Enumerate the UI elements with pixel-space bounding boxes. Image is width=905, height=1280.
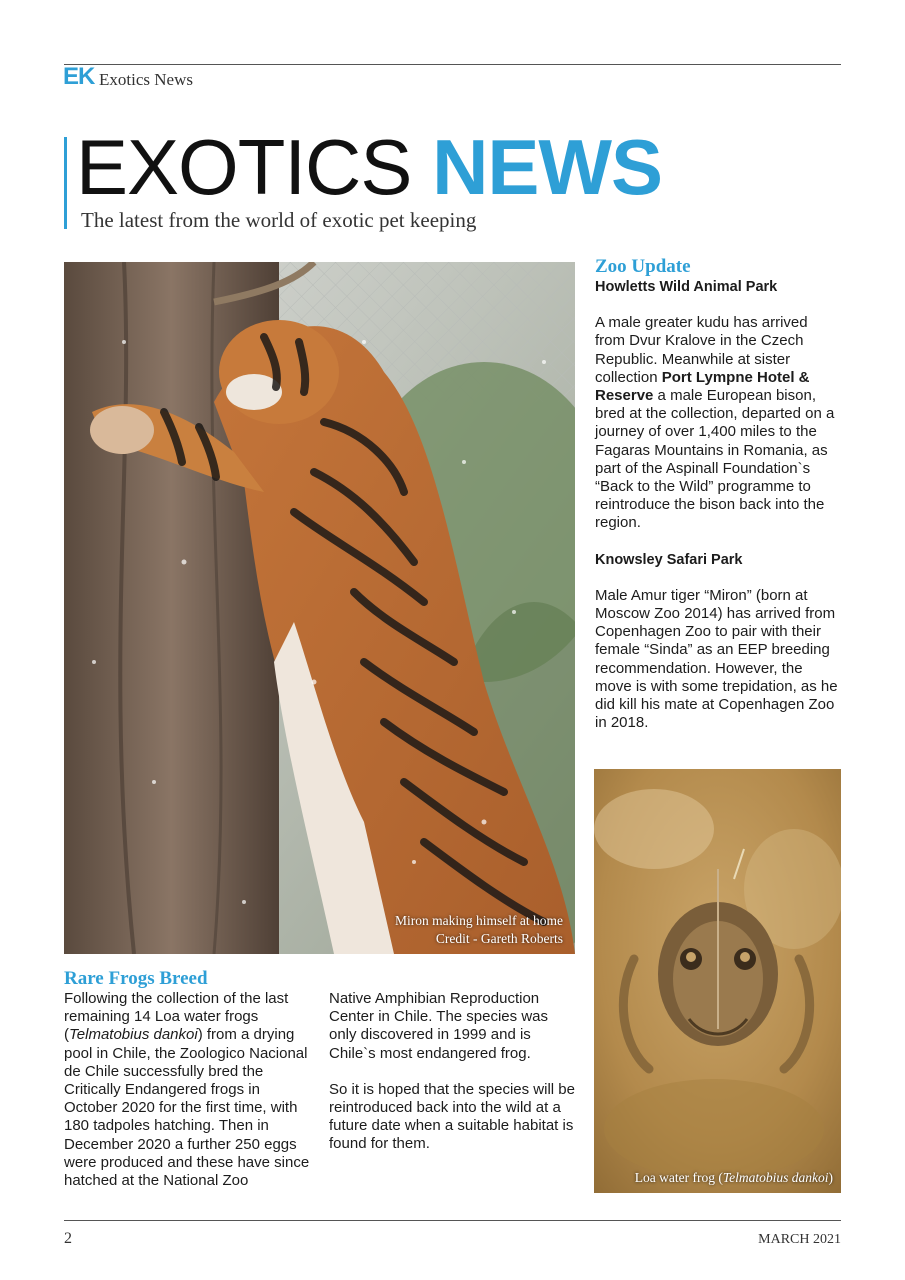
howletts-text-2: a male European bison, bred at the collection, departed on a journey of over 1,400 miles to the Fagaras Mountains in Romania, as part of the Aspinall Foundation`s “Back to the Wild” programme to reintroduce the bison back into the region. <box>595 387 835 532</box>
page-subtitle: The latest from the world of exotic pet keeping <box>81 208 477 232</box>
frog-photo <box>594 769 841 1193</box>
issue-date: MARCH 2021 <box>758 1232 841 1247</box>
tiger-caption-credit: Credit - Gareth Roberts <box>435 931 563 946</box>
port-lympne-bold: Port Lympne Hotel & Reserve <box>595 368 810 405</box>
title-accent-bar <box>64 137 67 229</box>
ek-logo: EK <box>63 63 95 90</box>
frog-caption-prefix: Loa water frog ( <box>634 1170 723 1185</box>
tiger-photo <box>64 262 575 954</box>
frogs-paragraph-3: So it is hoped that the species will be reintroduced back into the wild at a future date when a suitable habitat is found for them. <box>329 1080 575 1153</box>
section-label: Exotics News <box>99 70 193 89</box>
frogs-column-2 <box>329 990 575 1172</box>
howletts-subheading: Howletts Wild Animal Park <box>595 279 778 295</box>
rare-frogs-heading: Rare Frogs Breed <box>64 968 208 989</box>
frog-caption <box>635 1169 833 1187</box>
frog-caption-suffix: ) <box>828 1170 833 1185</box>
tiger-caption <box>395 912 563 948</box>
page-number: 2 <box>64 1230 72 1247</box>
knowsley-subheading: Knowsley Safari Park <box>595 551 743 568</box>
frogs-text-b: ) from a drying pool in Chile, the Zoologico Nacional de Chile successfully bred the Critically Endangered frogs in October 2020 for the first time, with 180 tadpoles hatching. Then in December 2020 a further 250 eggs were produced and these have since hatched at the National Zoo <box>64 1026 310 1190</box>
frogs-paragraph-1 <box>64 990 314 1190</box>
frogs-paragraph-2: Native Amphibian Reproduction Center in Chile. The species was only discovered in 1999 and is Chile`s most endangered frog. <box>329 990 548 1062</box>
title-bold-word: NEWS <box>432 123 663 211</box>
top-rule <box>64 64 841 65</box>
tiger-caption-line1: Miron making himself at home <box>395 913 563 928</box>
bottom-rule <box>64 1220 841 1221</box>
frogs-column-1 <box>64 990 314 1190</box>
zoo-update-column <box>595 256 841 750</box>
frogs-species-italic: Telmatobius dankoi <box>69 1026 198 1044</box>
page-title <box>76 124 662 210</box>
title-light-word: EXOTICS <box>76 123 433 211</box>
howletts-paragraph <box>595 314 841 532</box>
zoo-update-heading: Zoo Update <box>595 256 691 277</box>
knowsley-paragraph: Male Amur tiger “Miron” (born at Moscow Zoo 2014) has arrived from Copenhagen Zoo to pair with their female “Sinda” as an EEP breeding recommendation. However, the move is with some trepidation, as he did kill his mate at Copenhagen Zoo in 2018. <box>595 586 838 732</box>
howletts-text-1: A male greater kudu has arrived from Dvur Kralove in the Czech Republic. Meanwhile at sister collection <box>595 314 808 386</box>
frog-caption-species: Telmatobius dankoi <box>722 1170 829 1185</box>
frogs-text-a: Following the collection of the last remaining 14 Loa water frogs ( <box>64 990 289 1044</box>
frog-illustration <box>594 769 841 1193</box>
tiger-illustration <box>64 262 575 954</box>
